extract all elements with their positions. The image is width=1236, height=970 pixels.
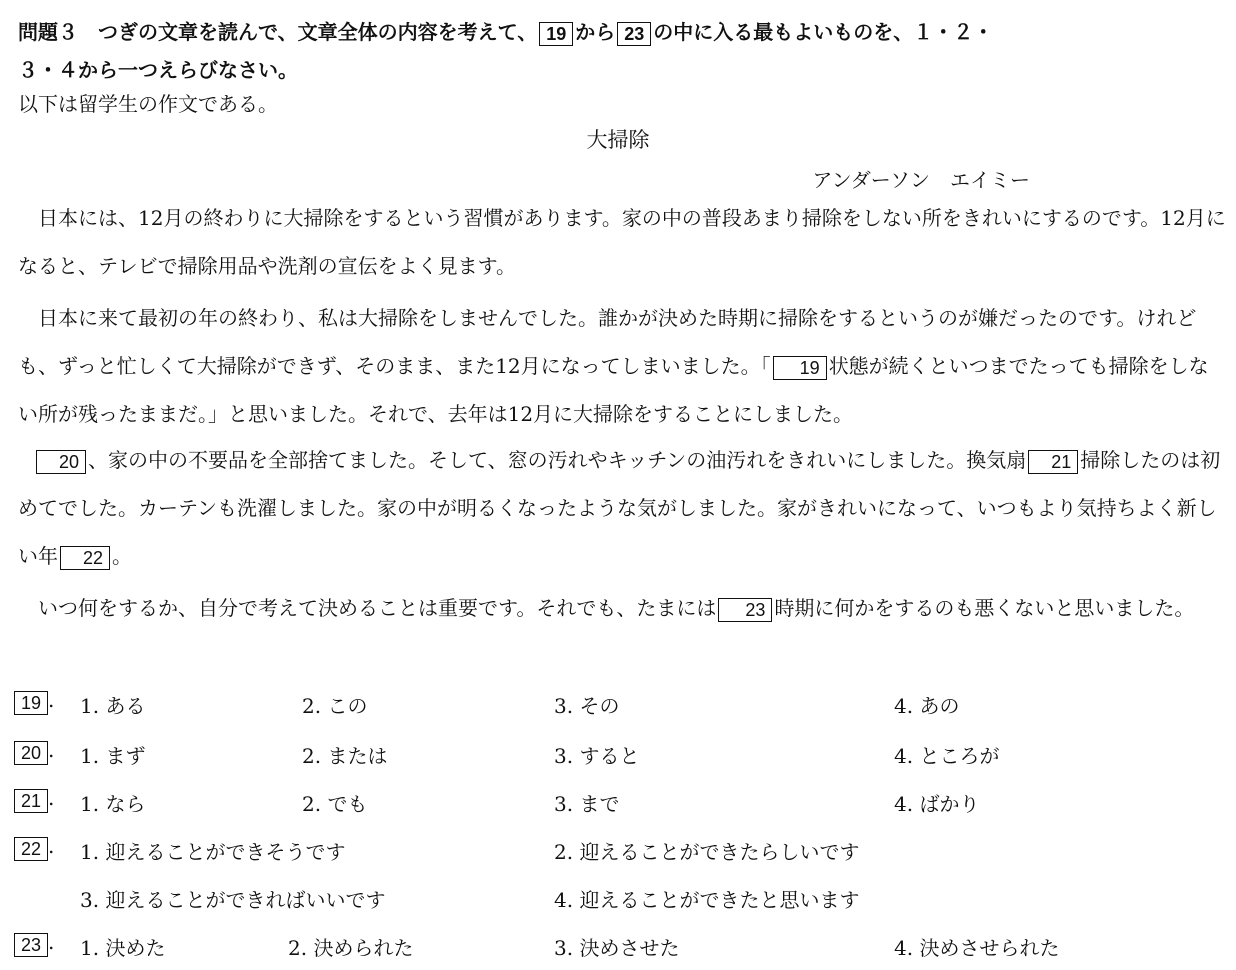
question-number: 23 .	[14, 930, 54, 957]
instruction-kara: から	[575, 20, 616, 44]
option[interactable]: 2. 迎えることができたらしいです	[554, 840, 860, 864]
option[interactable]: 1. 迎えることができそうです	[80, 840, 346, 864]
question-number: 19 .	[14, 688, 54, 715]
question-number-box: 21	[14, 789, 48, 813]
question-instruction-line2: ３・４から一つえらびなさい。	[18, 58, 298, 82]
paragraph-4-text-b: 時期に何かをするのも悪くないと思いました。	[774, 596, 1195, 620]
essay-paragraph-2	[18, 294, 1228, 438]
question-number: 20 .	[14, 738, 54, 765]
option[interactable]: 2. または	[302, 744, 388, 768]
essay-paragraph-1	[18, 194, 1228, 290]
question-number-box: 19	[14, 691, 48, 715]
question-instruction	[18, 18, 993, 46]
option[interactable]: 1. ある	[80, 694, 146, 718]
essay-title: 大掃除	[586, 128, 650, 152]
blank-box-start: 19	[539, 22, 573, 46]
intro-text: 以下は留学生の作文である。	[18, 92, 278, 116]
paragraph-3-text-c: 。	[112, 544, 133, 568]
blank-box-end: 23	[617, 22, 651, 46]
essay-author: アンダーソン エイミー	[812, 168, 1030, 192]
option[interactable]: 4. 決めさせられた	[894, 936, 1060, 960]
option[interactable]: 3. まで	[554, 792, 620, 816]
blank-box-19: 19	[773, 356, 827, 380]
option[interactable]: 4. ばかり	[894, 792, 980, 816]
question-number-box: 20	[14, 741, 48, 765]
essay-paragraph-3	[18, 436, 1228, 580]
option[interactable]: 3. その	[554, 694, 620, 718]
question-row-21	[14, 784, 1224, 824]
option[interactable]: 1. まず	[80, 744, 146, 768]
question-number: 21 .	[14, 786, 54, 813]
question-number-box: 23	[14, 933, 48, 957]
instruction-prefix: 問題３ つぎの文章を読んで、文章全体の内容を考えて、	[18, 20, 538, 44]
option[interactable]: 4. ところが	[894, 744, 1000, 768]
question-row-22-cont	[14, 880, 1224, 920]
option[interactable]: 2. でも	[302, 792, 368, 816]
option[interactable]: 2. この	[302, 694, 368, 718]
option[interactable]: 4. 迎えることができたと思います	[554, 888, 860, 912]
blank-box-23: 23	[718, 598, 772, 622]
option[interactable]: 1. なら	[80, 792, 146, 816]
option[interactable]: 3. 迎えることができればいいです	[80, 888, 386, 912]
paragraph-1-text: 日本には、12月の終わりに大掃除をするという習慣があります。家の中の普段あまり掃除をしない所をきれいにするのです。12月になると、テレビで掃除用品や洗剤の宣伝をよく見ます。	[18, 206, 1226, 278]
option[interactable]: 3. すると	[554, 744, 640, 768]
question-row-20	[14, 736, 1224, 776]
blank-box-22: 22	[60, 546, 110, 570]
paragraph-2-text-b: 状態が続くといつまでたっても掃除をしない所が残ったままだ。」と思いました。それで、去年は12月に大掃除をすることにしました。	[18, 354, 1209, 426]
paragraph-2-text-a: 日本に来て最初の年の終わり、私は大掃除をしませんでした。誰かが決めた時期に掃除をするというのが嫌だったのです。けれども、ずっと忙しくて大掃除ができず、そのまま、また12月になってしまいました。「	[18, 306, 1197, 378]
option[interactable]: 4. あの	[894, 694, 960, 718]
question-row-22	[14, 832, 1224, 872]
question-row-19	[14, 686, 1224, 726]
blank-box-20: 20	[36, 450, 86, 474]
instruction-suffix: の中に入る最もよいものを、１・２・	[653, 20, 994, 44]
question-number: 22 .	[14, 834, 54, 861]
option[interactable]: 2. 決められた	[288, 936, 414, 960]
question-row-23	[14, 928, 1224, 968]
paragraph-4-text-a: いつ何をするか、自分で考えて決めることは重要です。それでも、たまには	[38, 596, 717, 620]
paragraph-3-text-a: 、家の中の不要品を全部捨てました。そして、窓の汚れやキッチンの油汚れをきれいにしました。換気扇	[88, 448, 1027, 472]
option[interactable]: 3. 決めさせた	[554, 936, 680, 960]
paragraph-3-text-b: 掃除したのは初めてでした。カーテンも洗濯しました。家の中が明るくなったような気がしました。家がきれいになって、いつもより気持ちよく新しい年	[18, 448, 1221, 568]
option[interactable]: 1. 決めた	[80, 936, 166, 960]
essay-paragraph-4	[18, 584, 1228, 632]
blank-box-21: 21	[1028, 450, 1078, 474]
question-number-box: 22	[14, 837, 48, 861]
